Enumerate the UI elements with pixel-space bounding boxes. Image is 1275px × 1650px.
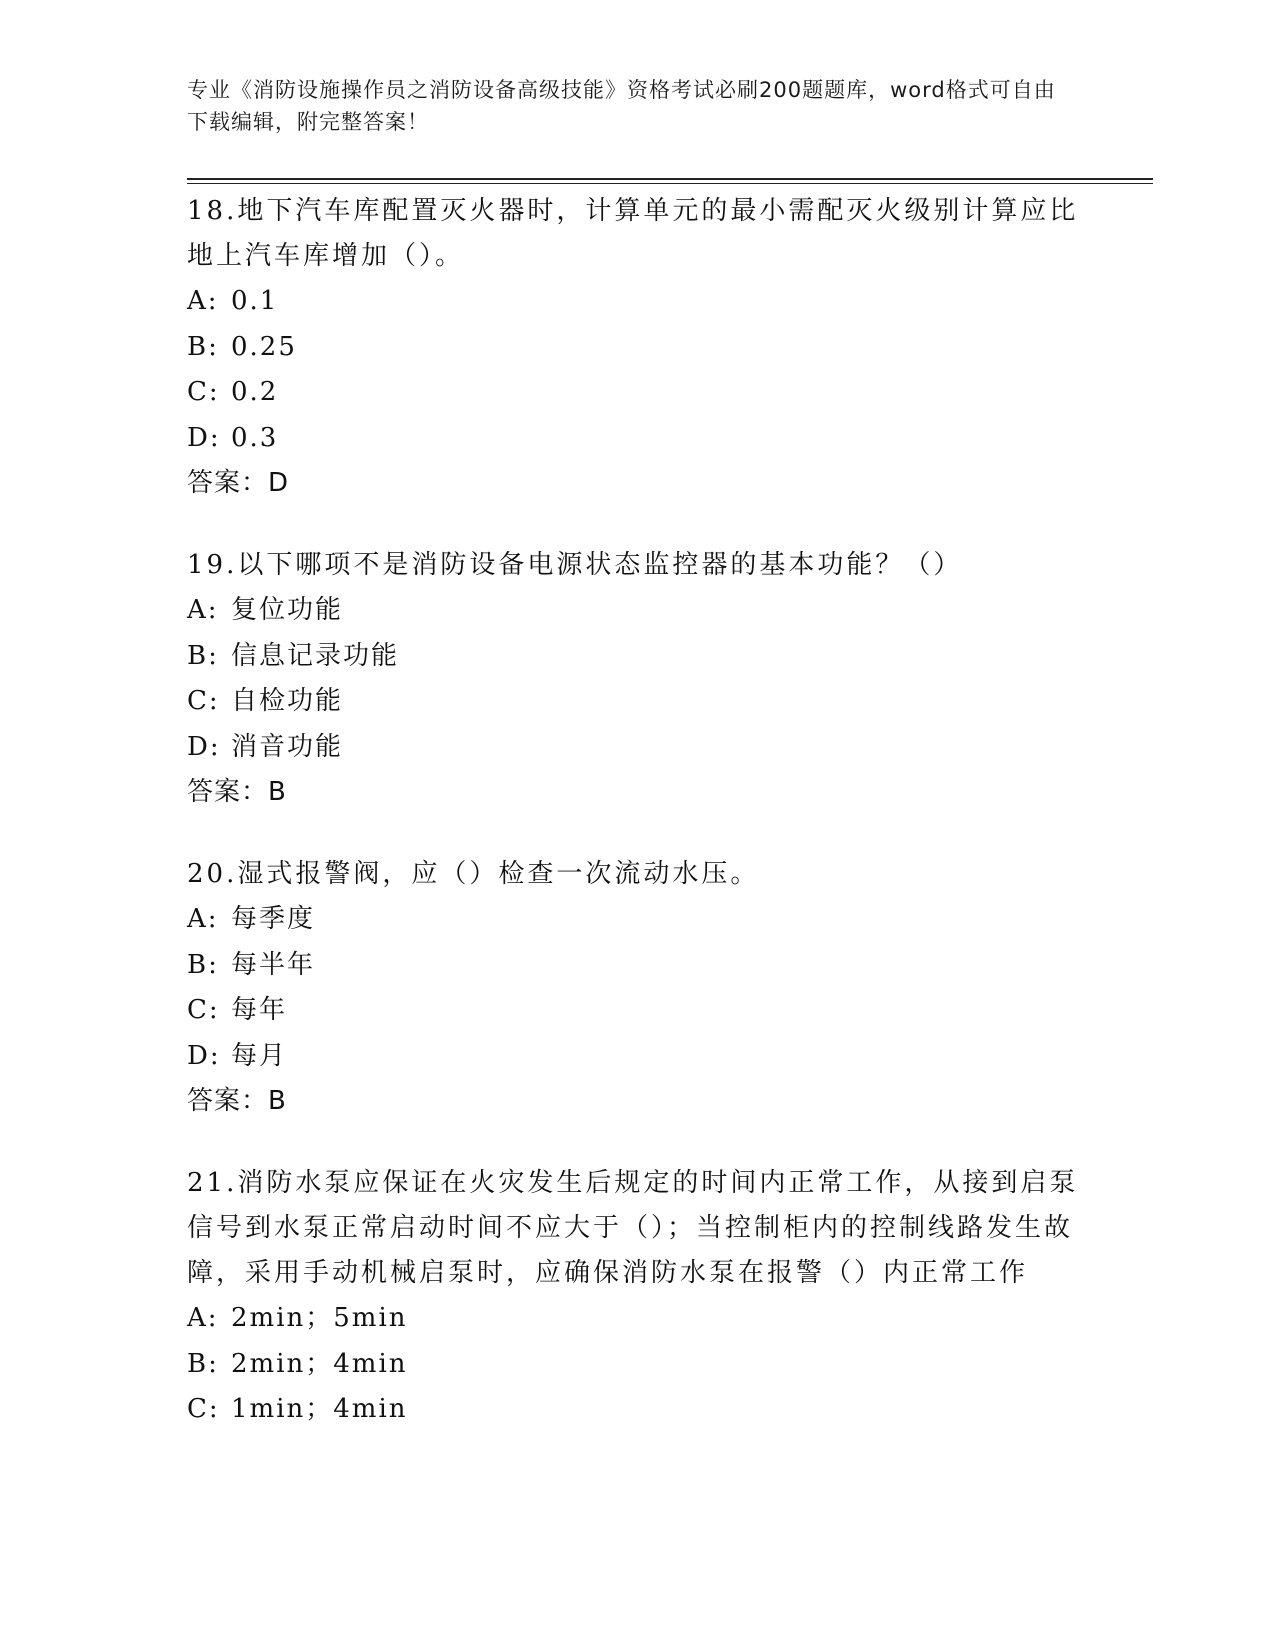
option-c <box>187 988 1087 1034</box>
option-a <box>187 279 1087 325</box>
option-text: 每月 <box>231 1040 288 1071</box>
option-letter: D: <box>187 422 221 453</box>
option-a <box>187 588 1087 634</box>
option-c <box>187 1387 1087 1433</box>
option-a <box>187 1296 1087 1342</box>
option-text: 消音功能 <box>231 731 344 762</box>
option-letter: D: <box>187 1040 221 1071</box>
option-a <box>187 897 1087 943</box>
question-18 <box>187 189 1087 506</box>
answer-label: 答案：B <box>187 1086 287 1116</box>
document-header: 专业《消防设施操作员之消防设备高级技能》资格考试必刷200题题库，word格式可自由下载编辑，附完整答案！ <box>187 78 1056 134</box>
option-text: 自检功能 <box>231 686 344 716</box>
option-c <box>187 370 1087 416</box>
question-list <box>187 189 1087 1470</box>
option-letter: C: <box>187 995 220 1025</box>
question-text: 18.地下汽车库配置灭火器时，计算单元的最小需配灭火级别计算应比地上汽车库增加（）。 <box>187 196 1079 271</box>
answer-label: 答案：B <box>187 777 287 807</box>
option-letter: C: <box>187 377 220 407</box>
option-c <box>187 679 1087 725</box>
question-text: 21.消防水泵应保证在火灾发生后规定的时间内正常工作，从接到启泵信号到水泵正常启动时间不应大于（）；当控制柜内的控制线路发生故障，采用手动机械启泵时，应确保消防水泵在报警（）内正常工作 <box>187 1168 1079 1288</box>
question-text: 20.湿式报警阀，应（）检查一次流动水压。 <box>187 859 760 889</box>
option-letter: A: <box>187 595 219 625</box>
question-21 <box>187 1161 1087 1433</box>
option-letter: B: <box>187 1348 219 1379</box>
option-text: 0.3 <box>231 422 279 453</box>
option-text: 0.1 <box>231 286 279 316</box>
option-letter: A: <box>187 1303 219 1333</box>
option-text: 每年 <box>231 995 288 1025</box>
option-d <box>187 416 1087 462</box>
option-letter: A: <box>187 904 219 934</box>
option-b <box>187 943 1087 989</box>
option-b <box>187 325 1087 371</box>
option-text: 2min；4min <box>231 1348 408 1379</box>
option-text: 1min；4min <box>231 1394 408 1424</box>
option-letter: B: <box>187 640 219 671</box>
option-d <box>187 725 1087 771</box>
option-b <box>187 1342 1087 1388</box>
option-d <box>187 1034 1087 1080</box>
option-letter: B: <box>187 331 219 362</box>
option-text: 信息记录功能 <box>231 640 400 671</box>
question-20 <box>187 852 1087 1124</box>
option-letter: A: <box>187 286 219 316</box>
header-divider-thick <box>187 178 1153 180</box>
option-text: 2min；5min <box>231 1303 408 1333</box>
option-text: 复位功能 <box>231 595 344 625</box>
option-letter: D: <box>187 731 221 762</box>
option-text: 每季度 <box>231 904 316 934</box>
option-b <box>187 634 1087 680</box>
option-text: 每半年 <box>231 949 316 980</box>
option-letter: C: <box>187 686 220 716</box>
question-19 <box>187 543 1087 815</box>
option-letter: C: <box>187 1394 220 1424</box>
question-text: 19.以下哪项不是消防设备电源状态监控器的基本功能？（） <box>187 550 963 580</box>
option-letter: B: <box>187 949 219 980</box>
answer-label: 答案：D <box>187 468 290 498</box>
option-text: 0.25 <box>231 331 297 362</box>
option-text: 0.2 <box>231 377 279 407</box>
header-divider-thin <box>187 183 1153 184</box>
